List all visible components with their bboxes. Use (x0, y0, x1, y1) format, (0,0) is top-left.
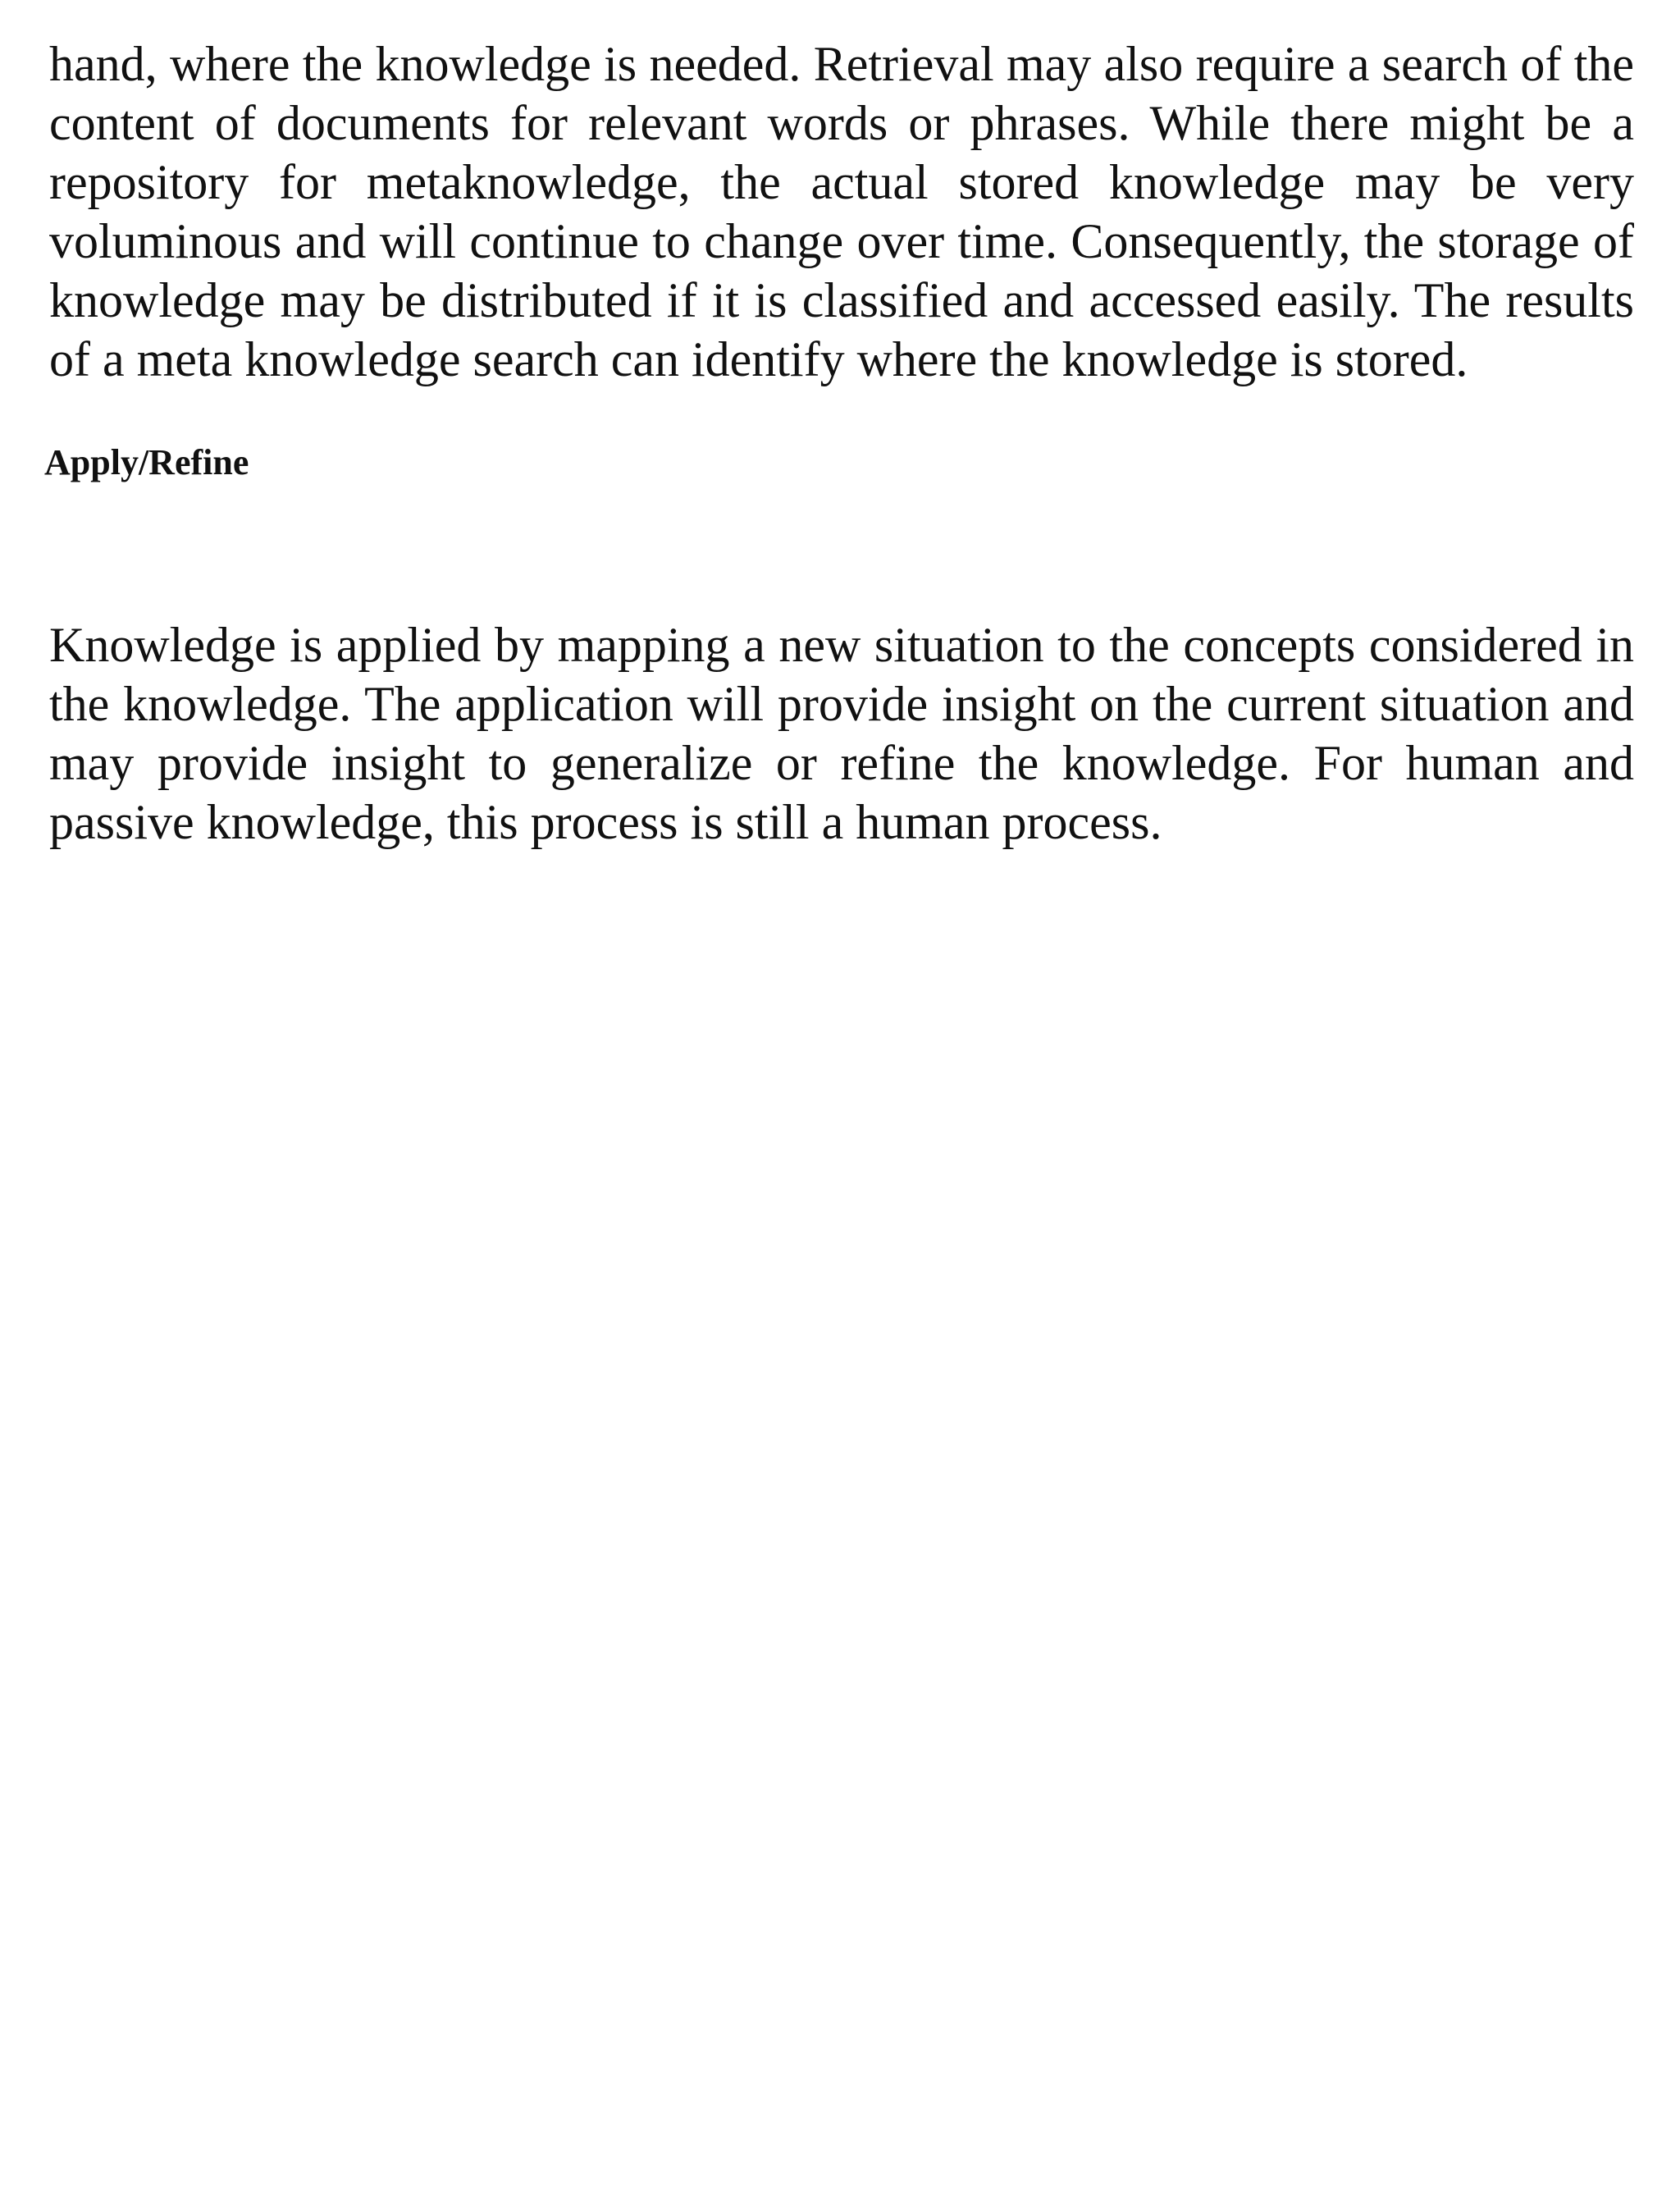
body-paragraph-retrieval: hand, where the knowledge is needed. Retrieval may also require a search of the content of documents for relevant words or phrases. While there might be a repository for metaknowledge, the actual stored knowledge may be very voluminous and will continue to change over time. Consequently, the storage of knowledge may be distributed if it is classified and accessed easily. The results of a meta knowledge search can identify where the knowledge is stored. (49, 37, 1634, 386)
section-heading-apply-refine: Apply/Refine (44, 442, 249, 482)
body-paragraph-apply: Knowledge is applied by mapping a new situation to the concepts considered in the knowledge. The application will provide insight on the current situation and may provide insight to generalize or refine the knowledge. For human and passive knowledge, this process is still a human process. (49, 618, 1634, 849)
